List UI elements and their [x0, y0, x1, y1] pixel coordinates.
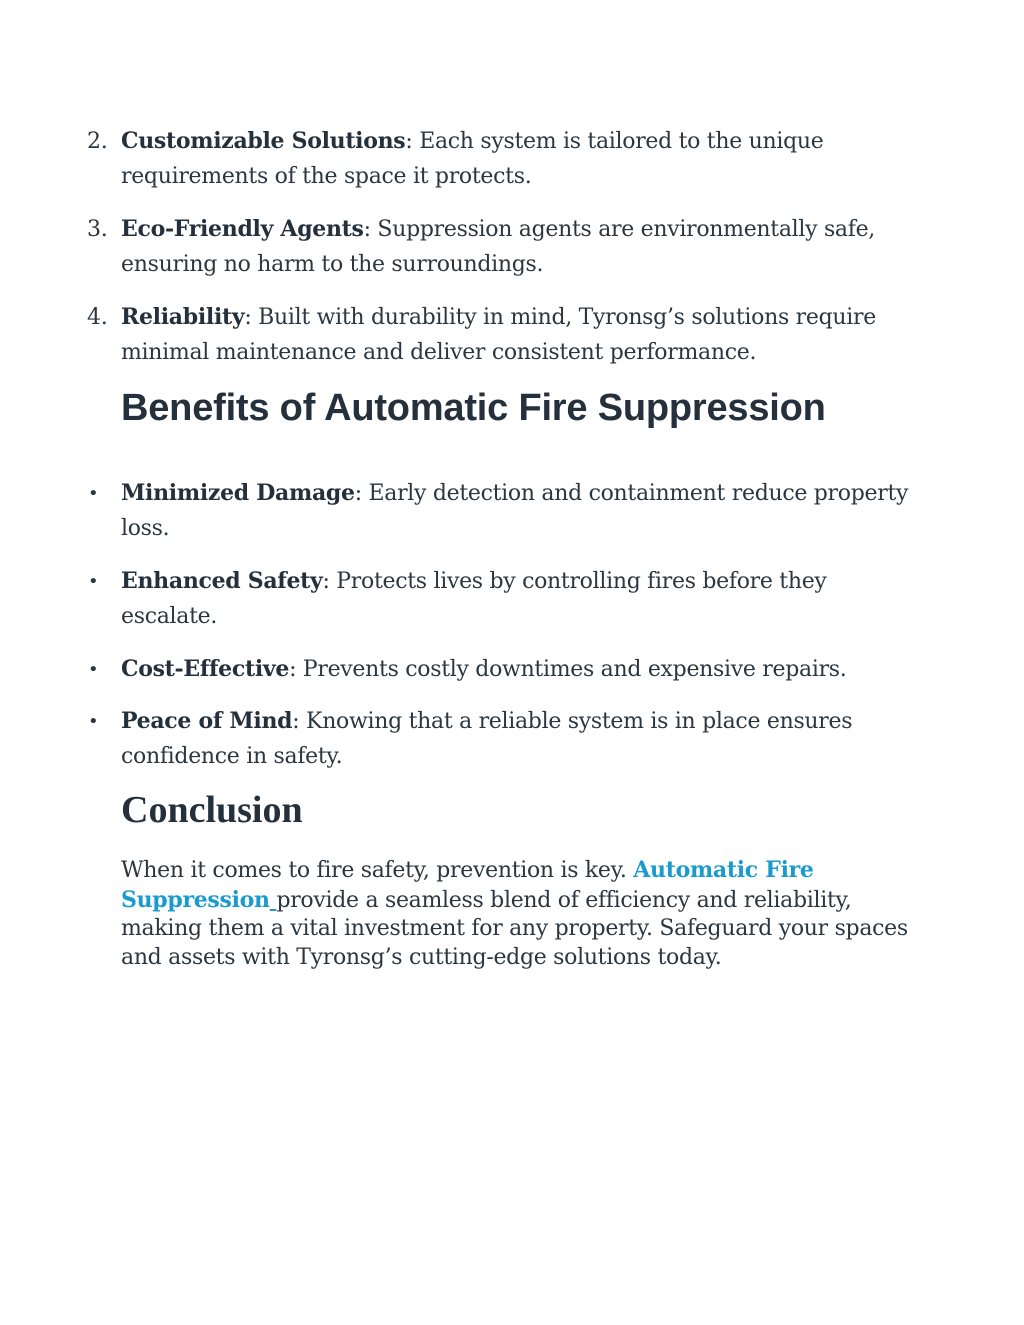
automatic-fire-suppression-link[interactable]: Automatic Fire Suppression: [121, 857, 814, 913]
list-item-term: Eco-Friendly Agents: [121, 216, 364, 242]
list-item: [88, 564, 911, 634]
list-number: 4.: [87, 305, 108, 330]
list-item-term: Reliability: [121, 304, 245, 330]
conclusion-heading: Conclusion: [121, 789, 303, 831]
list-item: [87, 212, 911, 282]
bullet-icon: •: [88, 711, 99, 732]
list-item: [88, 704, 911, 774]
list-item: [88, 652, 911, 687]
list-item-text: : Suppression agents are environmentally safe, ensuring no harm to the surroundings.: [121, 217, 876, 277]
list-item-term: Cost-Effective: [121, 656, 290, 682]
list-number: 3.: [87, 217, 108, 242]
list-item-text: : Knowing that a reliable system is in place ensures confidence in safety.: [121, 709, 853, 769]
conclusion-paragraph: [121, 856, 911, 972]
list-item: [88, 476, 911, 546]
list-item-text: : Prevents costly downtimes and expensive repairs.: [289, 657, 847, 682]
bullet-icon: •: [88, 571, 99, 592]
list-item-text: : Early detection and containment reduce property loss.: [121, 481, 909, 541]
bullet-icon: •: [88, 483, 99, 504]
bullet-icon: •: [88, 659, 99, 680]
list-item-text: : Each system is tailored to the unique requirements of the space it protects.: [121, 129, 824, 189]
list-item-term: Minimized Damage: [121, 480, 355, 506]
list-number: 2.: [87, 129, 108, 154]
conclusion-text-before: When it comes to fire safety, prevention is key.: [121, 858, 634, 883]
list-item-term: Enhanced Safety: [121, 568, 323, 594]
list-item-text: : Built with durability in mind, Tyronsg’s solutions require minimal maintenance and deliver consistent performance.: [121, 305, 876, 365]
conclusion-text-after: provide a seamless blend of efficiency and reliability, making them a vital investment for any property. Safeguard your spaces and assets with Tyronsg’s cutting-edge solutions today.: [121, 887, 908, 970]
list-item: [87, 124, 911, 194]
list-item-text: : Protects lives by controlling fires before they escalate.: [121, 569, 827, 629]
list-item-term: Peace of Mind: [121, 708, 293, 734]
benefits-heading: Benefits of Automatic Fire Suppression: [121, 387, 826, 429]
list-item-term: Customizable Solutions: [121, 128, 406, 154]
list-item: [87, 300, 911, 370]
